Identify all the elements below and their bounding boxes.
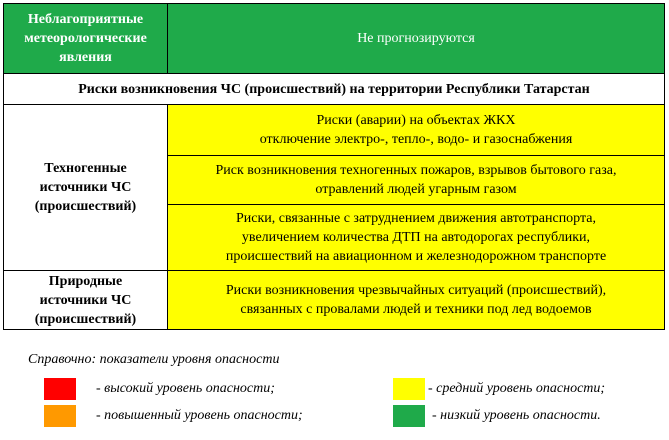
risk-ice: Риски возникновения чрезвычайных ситуаций (происшествий), связанных с провалами людей и техники под лед водоемов — [168, 271, 665, 330]
legend-swatch-elevated — [44, 405, 76, 427]
risk-utilities: Риски (аварии) на объектах ЖКХ отключение электро-, тепло-, водо- и газоснабжения — [168, 105, 665, 156]
risk-transport: Риски, связанные с затруднением движения автотранспорта, увеличением количества ДТП на автодорогах республики, происшествий на авиационном и железнодорожном транспорте — [168, 205, 665, 271]
header-weather-label: Неблагоприятные метеорологические явления — [4, 4, 168, 74]
legend-swatch-medium — [393, 378, 425, 400]
legend-label-high: - высокий уровень опасности; — [96, 381, 275, 396]
legend-label-elevated: - повышенный уровень опасности; — [96, 408, 303, 423]
legend-swatch-high — [44, 378, 76, 400]
legend-label-low: - низкий уровень опасности. — [432, 408, 601, 423]
legend-title: Справочно: показатели уровня опасности — [28, 352, 280, 367]
risk-fires: Риск возникновения техногенных пожаров, взрывов бытового газа, отравлений людей угарным газом — [168, 156, 665, 205]
risk-table — [3, 3, 665, 330]
natural-label: Природные источники ЧС (происшествий) — [4, 271, 168, 330]
technogenic-label: Техногенные источники ЧС (происшествий) — [4, 105, 168, 271]
legend-label-medium: - средний уровень опасности; — [428, 381, 606, 396]
region-risk-row: Риски возникновения ЧС (происшествий) на территории Республики Татарстан — [4, 74, 665, 105]
header-forecast-value: Не прогнозируются — [168, 4, 665, 74]
legend-swatch-low — [393, 405, 425, 427]
